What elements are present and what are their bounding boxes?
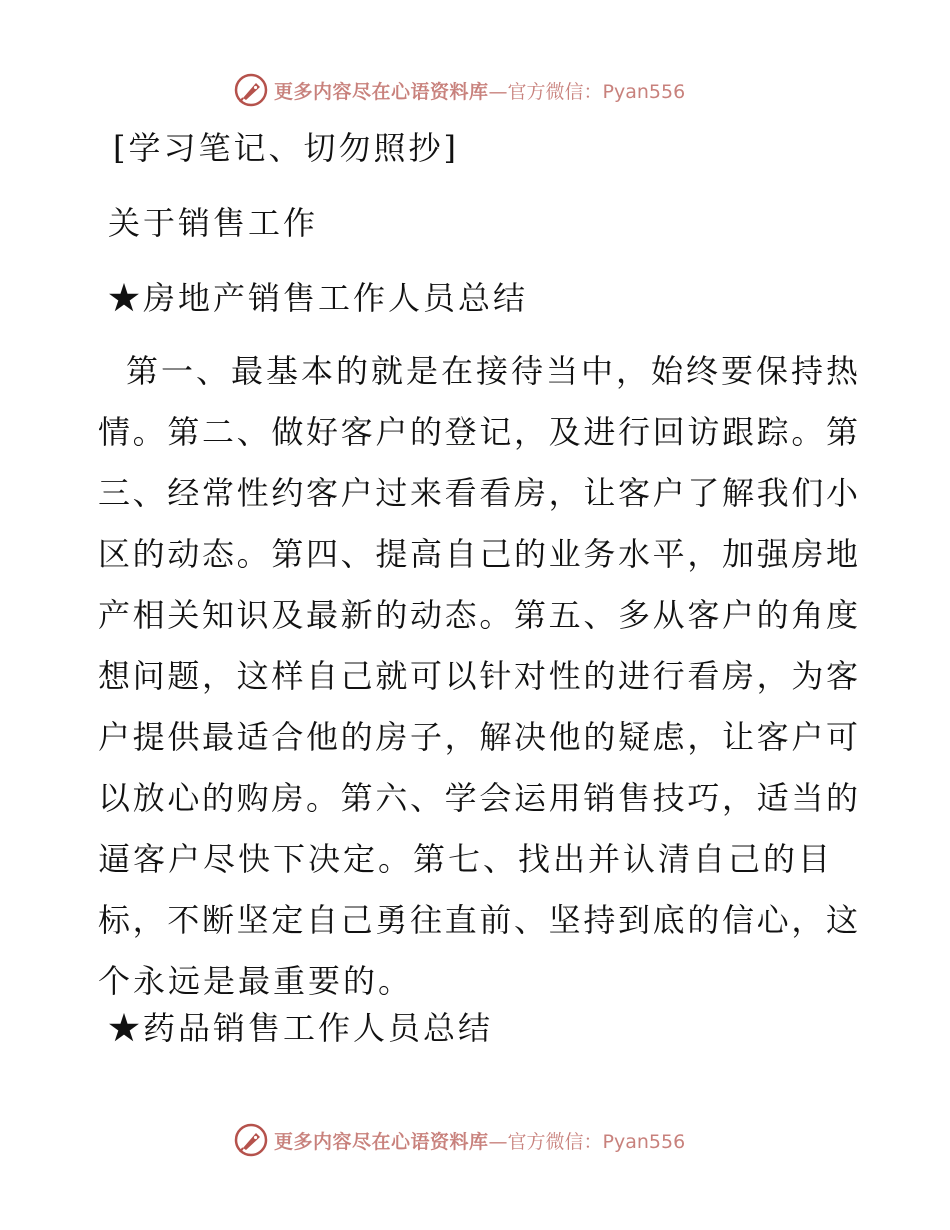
section-heading-pharma: ★药品销售工作人员总结 <box>108 1009 494 1047</box>
pen-nib-logo-icon <box>234 73 268 107</box>
paragraph-line: 逼客户尽快下决定。第七、找出并认清自己的目 <box>98 840 834 878</box>
paragraph-line: 第一、最基本的就是在接待当中，始终要保持热 <box>126 352 858 390</box>
paragraph-line: 区的动态。第四、提高自己的业务水平，加强房地 <box>98 535 858 573</box>
watermark-sub-text: —官方微信：Pyan556 <box>488 1130 686 1153</box>
study-note: [学习笔记、切勿照抄] <box>113 129 459 167</box>
page-title: 关于销售工作 <box>108 204 319 242</box>
watermark-main-text: 更多内容尽在心语资料库 <box>274 1130 489 1153</box>
paragraph-line: 三、经常性约客户过来看看房，让客户了解我们小 <box>98 474 858 512</box>
watermark-sub-text: —官方微信：Pyan556 <box>488 80 686 103</box>
pen-nib-logo-icon <box>234 1123 268 1157</box>
paragraph-line: 想问题，这样自己就可以针对性的进行看房，为客 <box>98 657 858 695</box>
watermark-footer <box>234 1122 685 1158</box>
watermark-header <box>234 72 685 108</box>
paragraph-line: 户提供最适合他的房子，解决他的疑虑，让客户可 <box>98 718 858 756</box>
section-body-real-estate <box>98 351 858 1022</box>
paragraph-line: 产相关知识及最新的动态。第五、多从客户的角度 <box>98 596 858 634</box>
paragraph-line: 情。第二、做好客户的登记，及进行回访跟踪。第 <box>98 413 858 451</box>
watermark-main-text: 更多内容尽在心语资料库 <box>274 80 489 103</box>
section-heading-real-estate: ★房地产销售工作人员总结 <box>108 279 529 317</box>
paragraph-line: 以放心的购房。第六、学会运用销售技巧，适当的 <box>98 779 858 817</box>
paragraph-line: 个永远是最重要的。 <box>98 962 414 1000</box>
paragraph-line: 标，不断坚定自己勇往直前、坚持到底的信心，这 <box>98 901 858 939</box>
